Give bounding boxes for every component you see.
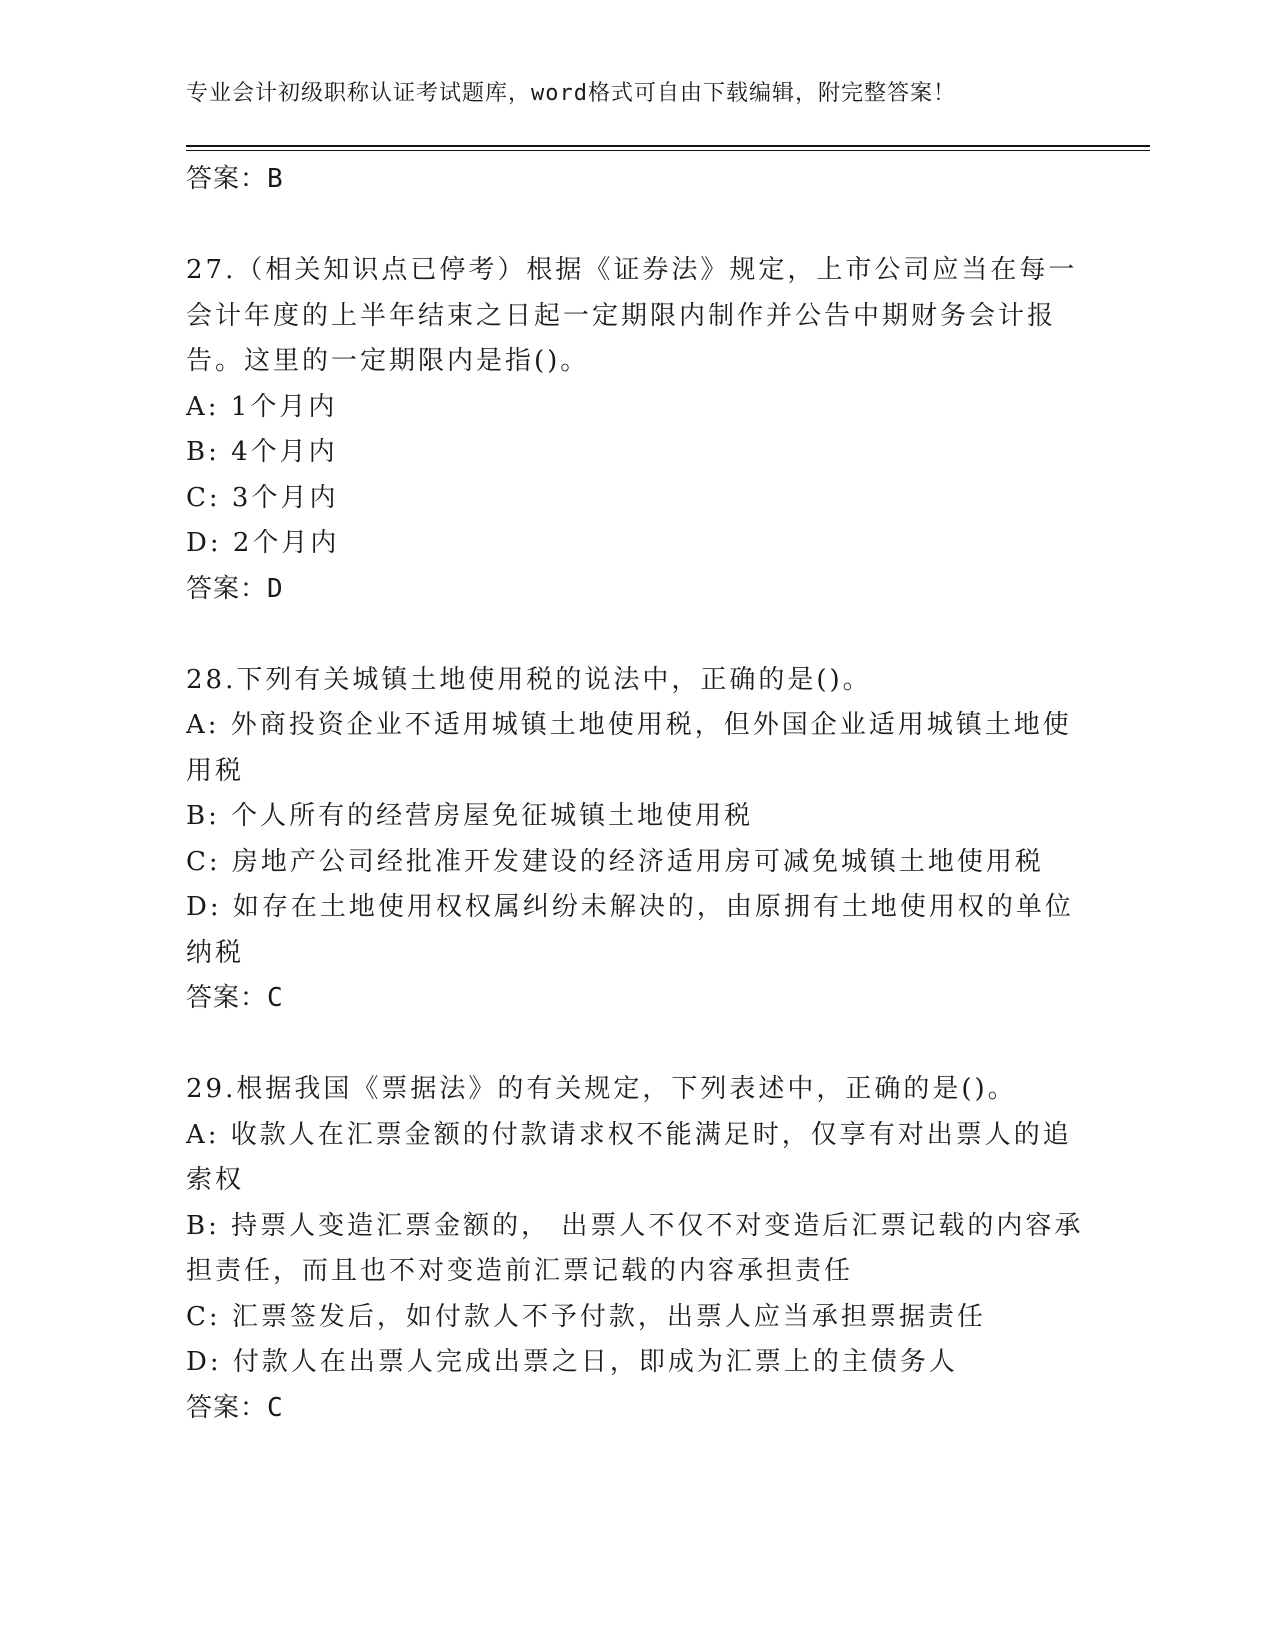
question-content xyxy=(186,157,1086,1431)
option-c: C: 房地产公司经批准开发建设的经济适用房可减免城镇土地使用税 xyxy=(186,846,1044,877)
option-d: D: 2个月内 xyxy=(186,528,340,558)
answer-line: 答案：D xyxy=(186,573,284,604)
question-text: 下列有关城镇土地使用税的说法中，正确的是()。 xyxy=(236,664,872,695)
option-b: B: 持票人变造汇票金额的， 出票人不仅不对变造后汇票记载的内容承担责任，而且也不对变造前汇票记载的内容承担责任 xyxy=(186,1210,1084,1286)
question-block xyxy=(186,1067,1086,1431)
question-number: 28. xyxy=(186,664,237,695)
spacer xyxy=(186,612,1086,658)
answer-line: 答案：B xyxy=(186,164,284,194)
answer-line: 答案：C xyxy=(186,1392,284,1423)
option-b: B: 个人所有的经营房屋免征城镇土地使用税 xyxy=(186,801,754,831)
option-d: D: 付款人在出票人完成出票之日，即成为汇票上的主债务人 xyxy=(186,1347,958,1377)
option-d: D: 如存在土地使用权权属纠纷未解决的，由原拥有土地使用权的单位纳税 xyxy=(186,892,1074,968)
question-text: 根据我国《票据法》的有关规定，下列表述中，正确的是()。 xyxy=(236,1074,1017,1104)
header-rule-thick xyxy=(186,145,1150,147)
option-a: A: 1个月内 xyxy=(186,391,338,422)
spacer xyxy=(186,1022,1086,1068)
spacer xyxy=(186,203,1086,249)
option-a: A: 外商投资企业不适用城镇土地使用税，但外国企业适用城镇土地使用税 xyxy=(186,710,1072,786)
question-stem xyxy=(186,1067,1086,1113)
question-block xyxy=(186,248,1086,612)
question-number: 27. xyxy=(186,255,237,285)
question-stem xyxy=(186,658,1086,704)
option-c: C: 汇票签发后，如付款人不予付款，出票人应当承担票据责任 xyxy=(186,1301,986,1332)
question-number: 29. xyxy=(186,1074,237,1104)
header-rule-thin xyxy=(186,150,1150,151)
page-header-text: 专业会计初级职称认证考试题库，word格式可自由下载编辑，附完整答案！ xyxy=(186,81,956,106)
question-stem xyxy=(186,248,1086,385)
option-a: A: 收款人在汇票金额的付款请求权不能满足时，仅享有对出票人的追索权 xyxy=(186,1119,1072,1195)
option-c: C: 3个月内 xyxy=(186,482,339,513)
option-b: B: 4个月内 xyxy=(186,437,338,467)
question-block xyxy=(186,658,1086,1022)
question-text: （相关知识点已停考）根据《证券法》规定，上市公司应当在每一会计年度的上半年结束之日起一定期限内制作并公告中期财务会计报告。这里的一定期限内是指()。 xyxy=(186,255,1078,376)
answer-line: 答案：C xyxy=(186,983,284,1013)
